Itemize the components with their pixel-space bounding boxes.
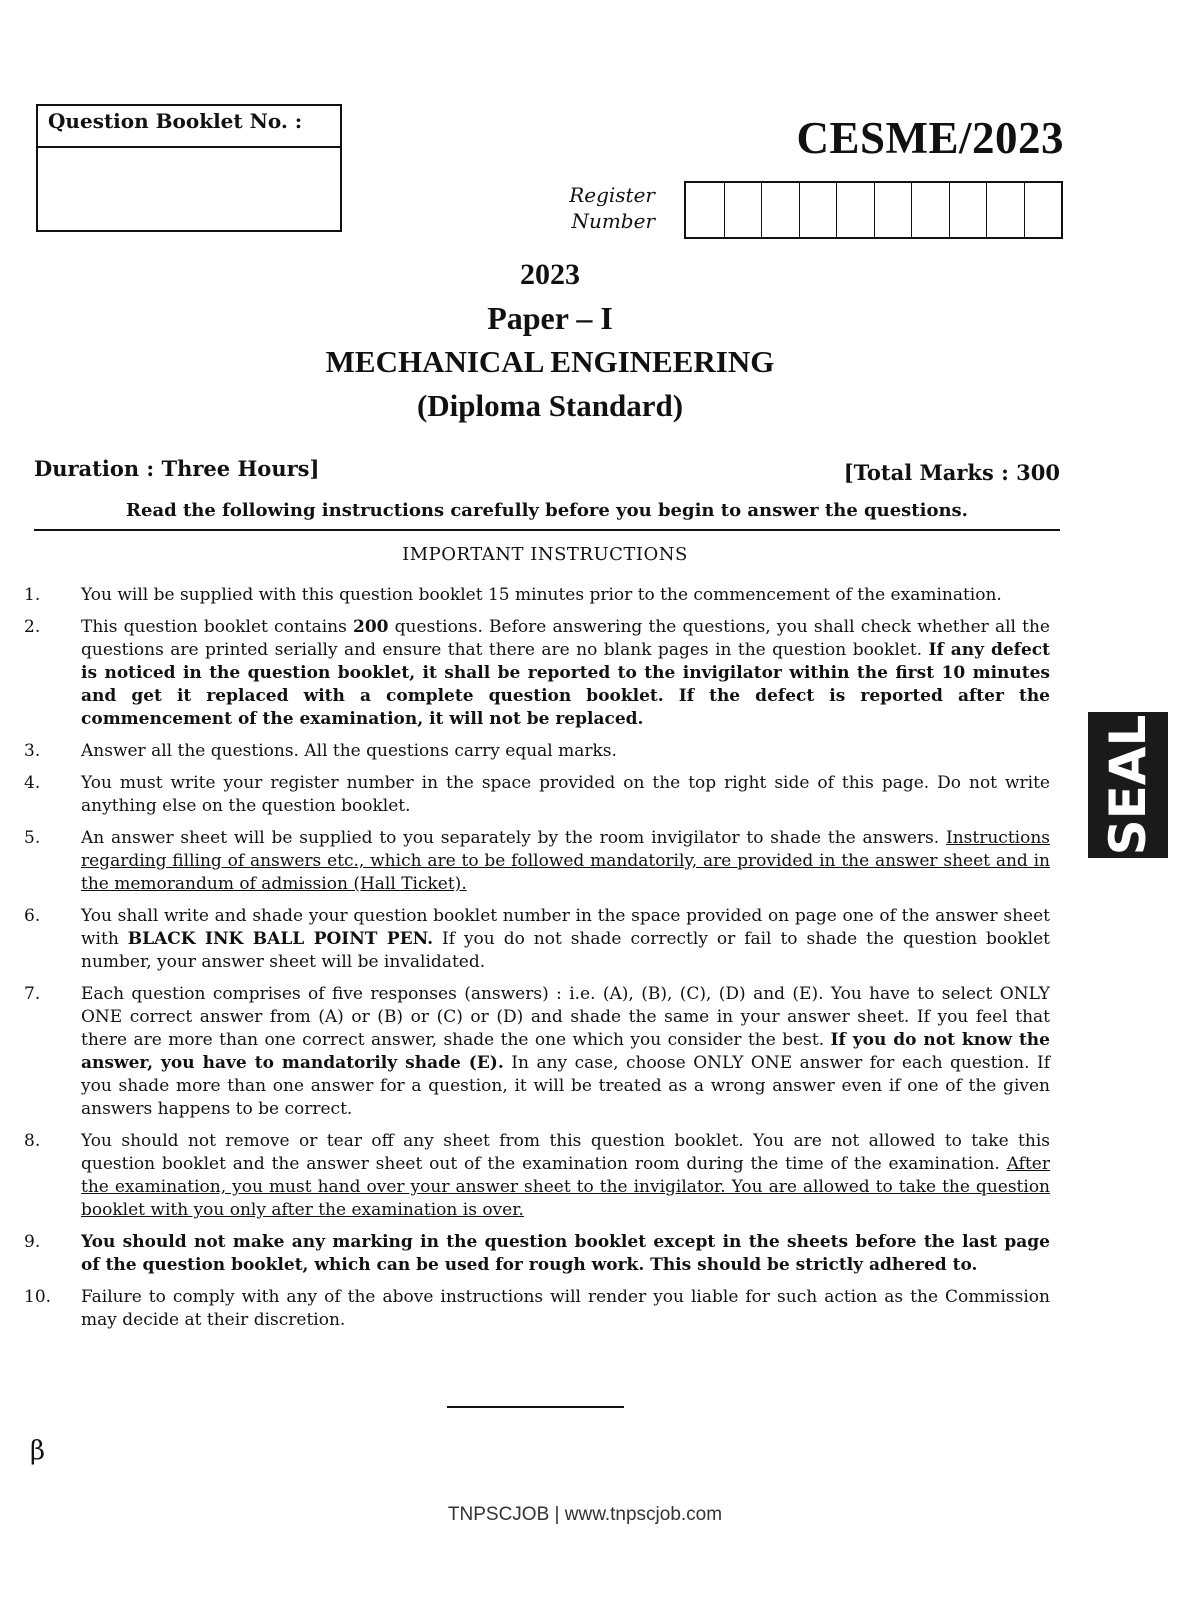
footer-watermark: TNPSCJOB | www.tnpscjob.com (447, 1504, 723, 1525)
read-instructions-note: Read the following instructions carefully before you begin to answer the questions. (34, 500, 1060, 531)
subject-title: MECHANICAL ENGINEERING (325, 344, 775, 379)
question-booklet-box (36, 104, 342, 232)
standard-subtitle: (Diploma Standard) (416, 388, 684, 423)
total-marks: [Total Marks : 300 (843, 460, 1060, 485)
instruction-text-segment: You must write your register number in the space provided on the top right side of this page. Do not write anything else on the question booklet. (81, 773, 1050, 816)
instruction-text-segment: Instructions regarding filling of answers etc., which are to be followed mandatorily, are provided in the answer sheet and in the memorandum of admission (Hall Ticket). (81, 828, 1050, 894)
register-digit-cell[interactable] (1024, 183, 1062, 237)
instruction-text-segment: 200 (353, 617, 389, 637)
register-number-label (555, 182, 655, 234)
register-number-grid (684, 181, 1063, 239)
seal-graphic (1088, 712, 1168, 858)
instruction-text (81, 983, 1050, 1121)
instruction-item (24, 740, 1050, 763)
exam-code: CESME/2023 (796, 113, 1064, 163)
instruction-text-segment: BLACK INK BALL POINT PEN. (127, 929, 434, 949)
register-digit-cell[interactable] (799, 183, 837, 237)
booklet-series-symbol: β (30, 1436, 46, 1466)
instruction-text-segment: You will be supplied with this question booklet 15 minutes prior to the commencement of the examination. (81, 585, 1002, 605)
instruction-text-segment: Each question comprises of five responses (answers) : i.e. (A), (B), (C), (D) and (E). You have to select ONLY ONE correct answer from (A) or (B) or (C) or (D) and shade the same in your answer sheet. If you feel that there are more than one correct answer, shade the one which you consider the best. (81, 984, 1050, 1050)
instruction-text-segment: In any case, choose ONLY ONE answer for each question. If you shade more than one answer for a question, it will be treated as a wrong answer even if one of the given answers happens to be correct. (81, 1053, 1050, 1119)
register-digit-cell[interactable] (686, 183, 724, 237)
instruction-text (81, 1286, 1050, 1332)
instruction-text (81, 584, 1050, 607)
exam-year: 2023 (520, 258, 580, 291)
instruction-number: 1. (24, 585, 41, 605)
duration: Duration : Three Hours] (34, 456, 320, 481)
register-digit-cell[interactable] (986, 183, 1024, 237)
instruction-number: 7. (24, 984, 41, 1004)
register-digit-cell[interactable] (911, 183, 949, 237)
instruction-text-segment: Failure to comply with any of the above instructions will render you liable for such action as the Commission may decide at their discretion. (81, 1287, 1050, 1330)
register-digit-cell[interactable] (874, 183, 912, 237)
instruction-text (81, 1231, 1050, 1277)
instruction-item (24, 584, 1050, 607)
register-label-line1: Register (569, 183, 655, 207)
instructions-list (24, 584, 1050, 1341)
seal-stamp (1088, 712, 1168, 858)
register-digit-cell[interactable] (761, 183, 799, 237)
instruction-text-segment: You should not make any marking in the question booklet except in the sheets before the last page of the question booklet, which can be used for rough work. This should be strictly adhered to. (81, 1232, 1050, 1275)
instruction-text-segment: If any defect is noticed in the question booklet, it shall be reported to the invigilator within the first 10 minutes and get it replaced with a complete question booklet. If the defect is reported after the commencement of the examination, it will not be replaced. (81, 640, 1050, 729)
instruction-number: 3. (24, 741, 41, 761)
instruction-item (24, 616, 1050, 731)
instruction-item (24, 827, 1050, 896)
instruction-text-segment: Answer all the questions. All the questions carry equal marks. (81, 741, 617, 761)
booklet-number-field[interactable] (38, 148, 340, 230)
instruction-item (24, 1231, 1050, 1277)
booklet-number-label: Question Booklet No. : (38, 106, 340, 148)
instruction-number: 2. (24, 617, 41, 637)
instruction-text (81, 616, 1050, 731)
register-label-line2: Number (571, 209, 655, 233)
instruction-text-segment: You shall write and shade your question booklet number in the space provided on page one of the answer sheet with (81, 906, 1050, 949)
instruction-number: 8. (24, 1131, 41, 1151)
instruction-text (81, 1130, 1050, 1222)
instruction-text-segment: If you do not shade correctly or fail to shade the question booklet number, your answer sheet will be invalidated. (81, 929, 1050, 972)
instruction-text-segment: After the examination, you must hand over your answer sheet to the invigilator. You are allowed to take the question booklet with you only after the examination is over. (81, 1154, 1050, 1220)
paper-title: Paper – I (487, 300, 613, 336)
instruction-item (24, 1286, 1050, 1332)
instruction-number: 9. (24, 1232, 41, 1252)
instruction-text (81, 772, 1050, 818)
instruction-item (24, 772, 1050, 818)
instruction-text-segment: This question booklet contains (81, 617, 353, 637)
register-digit-cell[interactable] (724, 183, 762, 237)
instruction-number: 5. (24, 828, 41, 848)
seal-text: SEAL (1099, 714, 1157, 856)
instruction-text (81, 905, 1050, 974)
instruction-item (24, 1130, 1050, 1222)
instruction-text (81, 740, 1050, 763)
instruction-item (24, 983, 1050, 1121)
instruction-text (81, 827, 1050, 896)
instruction-text-segment: You should not remove or tear off any sheet from this question booklet. You are not allowed to take this question booklet and the answer sheet out of the examination room during the time of the examination. (81, 1131, 1050, 1174)
instruction-number: 4. (24, 773, 41, 793)
register-digit-cell[interactable] (949, 183, 987, 237)
instruction-item (24, 905, 1050, 974)
end-divider (447, 1406, 624, 1408)
instruction-number: 10. (24, 1287, 52, 1307)
instruction-text-segment: An answer sheet will be supplied to you separately by the room invigilator to shade the answers. (81, 828, 946, 848)
instruction-text-segment: If you do not know the answer, you have to mandatorily shade (E). (81, 1030, 1050, 1073)
instruction-text-segment: questions. Before answering the questions, you shall check whether all the questions are printed serially and ensure that there are no blank pages in the question booklet. (81, 617, 1050, 660)
register-digit-cell[interactable] (836, 183, 874, 237)
instruction-number: 6. (24, 906, 41, 926)
instructions-heading: IMPORTANT INSTRUCTIONS (402, 544, 688, 565)
